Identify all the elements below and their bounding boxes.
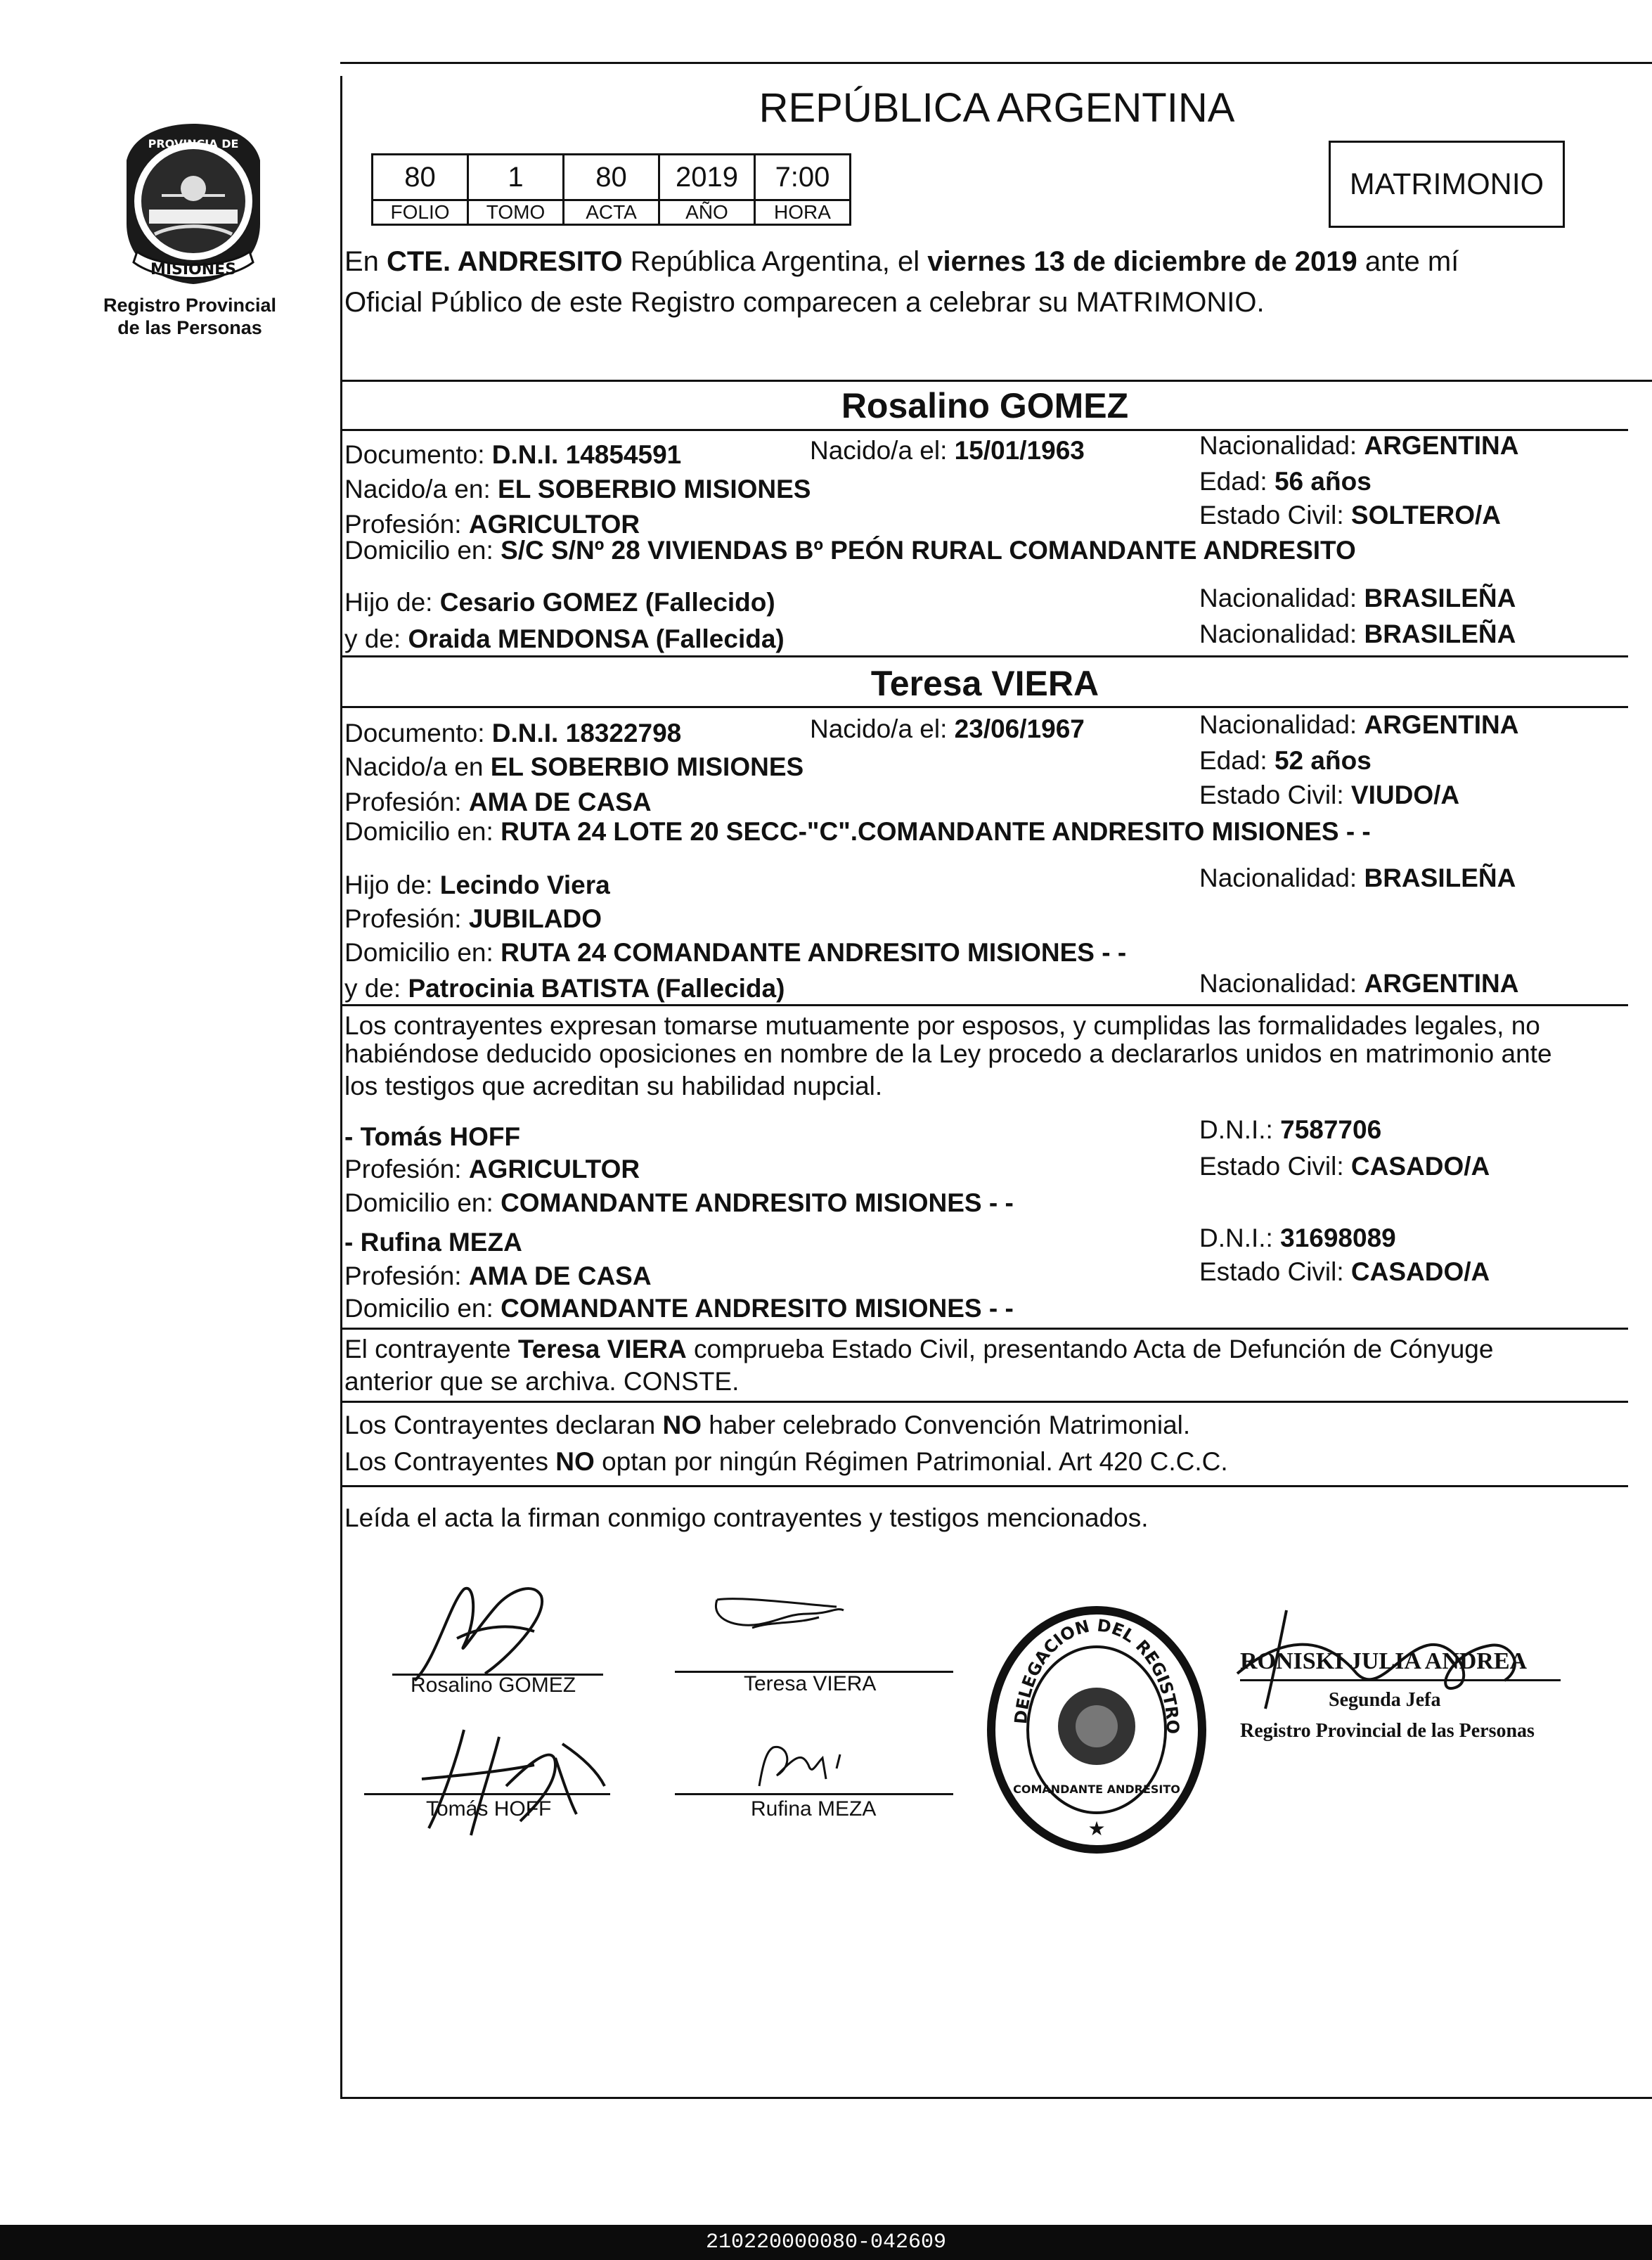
- divider: [342, 380, 1652, 382]
- document-code-bar: [0, 2225, 1652, 2260]
- groom-birthdate: Nacido/a el: 15/01/1963: [810, 436, 1085, 465]
- groom-signature-caption: Rosalino GOMEZ: [411, 1674, 576, 1697]
- groom-profession: Profesión: AGRICULTOR: [344, 510, 640, 539]
- logo-caption-line2: de las Personas: [117, 317, 262, 339]
- anio-label: AÑO: [659, 200, 755, 225]
- witness2-signature-caption: Rufina MEZA: [751, 1797, 877, 1821]
- witness1-name: - Tomás HOFF: [344, 1122, 521, 1151]
- bottom-border: [340, 2097, 1652, 2099]
- bride-address: Domicilio en: RUTA 24 LOTE 20 SECC-"C".COMANDANTE ANDRESITO MISIONES - -: [344, 817, 1371, 846]
- hora-label: HORA: [755, 200, 851, 225]
- groom-name: Rosalino GOMEZ: [841, 386, 1129, 425]
- hora-value: 7:00: [755, 155, 851, 200]
- bride-signature-caption: Teresa VIERA: [744, 1672, 877, 1695]
- bride-age: Edad: 52 años: [1199, 746, 1372, 775]
- province-logo: [112, 118, 274, 287]
- official-office: Registro Provincial de las Personas: [1240, 1720, 1535, 1742]
- official-seal: [984, 1603, 1209, 1856]
- document-code: 210220000080-042609: [705, 2230, 947, 2254]
- groom-mother-nationality: Nacionalidad: BRASILEÑA: [1199, 619, 1516, 648]
- acta-value: 80: [564, 155, 659, 200]
- note-civil-status: El contrayente Teresa VIERA comprueba Estado Civil, presentando Acta de Defunción de Cónyuge: [344, 1335, 1494, 1363]
- intro-line1: En CTE. ANDRESITO República Argentina, el viernes 13 de diciembre de 2019 ante mí: [344, 246, 1459, 277]
- bride-document: Documento: D.N.I. 18322798: [344, 719, 682, 747]
- intro-line2: Oficial Público de este Registro comparecen a celebrar su MATRIMONIO.: [344, 287, 1265, 318]
- bride-father-nationality: Nacionalidad: BRASILEÑA: [1199, 863, 1516, 892]
- bride-civil-status: Estado Civil: VIUDO/A: [1199, 781, 1460, 809]
- groom-father-nationality: Nacionalidad: BRASILEÑA: [1199, 584, 1516, 612]
- witness1-profession: Profesión: AGRICULTOR: [344, 1155, 640, 1183]
- folio-label: FOLIO: [373, 200, 468, 225]
- witness1-signature-caption: Tomás HOFF: [426, 1797, 552, 1821]
- divider: [342, 706, 1628, 708]
- logo-text-bottom: MISIONES: [150, 261, 237, 278]
- divider: [342, 1004, 1628, 1006]
- note-civil-status-line2: anterior que se archiva. CONSTE.: [344, 1367, 740, 1396]
- anio-value: 2019: [659, 155, 755, 200]
- groom-nationality: Nacionalidad: ARGENTINA: [1199, 431, 1519, 460]
- seal-inner-text: COMANDANTE ANDRESITO: [1013, 1783, 1180, 1796]
- witness1-civil-status: Estado Civil: CASADO/A: [1199, 1152, 1490, 1181]
- bride-birthplace: Nacido/a en EL SOBERBIO MISIONES: [344, 752, 804, 781]
- witness1-dni: D.N.I.: 7587706: [1199, 1115, 1382, 1144]
- note-regime: Los Contrayentes NO optan por ningún Régimen Patrimonial. Art 420 C.C.C.: [344, 1447, 1228, 1476]
- declaration-line1: Los contrayentes expresan tomarse mutuamente por esposos, y cumplidas las formalidades legales, no: [344, 1011, 1540, 1040]
- groom-address: Domicilio en: S/C S/Nº 28 VIVIENDAS Bº PEÓN RURAL COMANDANTE ANDRESITO: [344, 536, 1356, 565]
- bride-nationality: Nacionalidad: ARGENTINA: [1199, 710, 1519, 739]
- witness1-address: Domicilio en: COMANDANTE ANDRESITO MISIONES - -: [344, 1188, 1014, 1217]
- note-convention: Los Contrayentes declaran NO haber celebrado Convención Matrimonial.: [344, 1411, 1191, 1439]
- svg-text:★: ★: [1088, 1818, 1106, 1840]
- divider: [342, 1328, 1628, 1330]
- folio-value: 80: [373, 155, 468, 200]
- groom-father: Hijo de: Cesario GOMEZ (Fallecido): [344, 588, 775, 617]
- witness2-profession: Profesión: AMA DE CASA: [344, 1261, 652, 1290]
- witness2-signature-line: [675, 1793, 953, 1795]
- bride-signature: [696, 1586, 858, 1642]
- logo-caption: [77, 294, 302, 340]
- bride-name: Teresa VIERA: [870, 664, 1099, 703]
- top-border: [340, 62, 1652, 64]
- divider: [342, 1485, 1628, 1487]
- groom-civil-status: Estado Civil: SOLTERO/A: [1199, 501, 1502, 529]
- acta-label: ACTA: [564, 200, 659, 225]
- witness2-dni: D.N.I.: 31698089: [1199, 1224, 1396, 1252]
- witness2-civil-status: Estado Civil: CASADO/A: [1199, 1257, 1490, 1286]
- bride-mother-nationality: Nacionalidad: ARGENTINA: [1199, 969, 1519, 998]
- bride-profession: Profesión: AMA DE CASA: [344, 788, 652, 816]
- official-name: RONISKI JULIA ANDREA: [1240, 1648, 1528, 1674]
- bride-birthdate: Nacido/a el: 23/06/1967: [810, 714, 1085, 743]
- witness2-address: Domicilio en: COMANDANTE ANDRESITO MISIONES - -: [344, 1294, 1014, 1323]
- witness1-signature: [394, 1716, 619, 1842]
- bride-father-address: Domicilio en: RUTA 24 COMANDANTE ANDRESITO MISIONES - -: [344, 938, 1127, 967]
- declaration-line2: habiéndose deducido oposiciones en nombre de la Ley procedo a declararlos unidos en matrimonio ante: [344, 1039, 1552, 1068]
- official-name-underline: [1240, 1679, 1561, 1681]
- page-title: REPÚBLICA ARGENTINA: [759, 85, 1235, 131]
- bride-father: Hijo de: Lecindo Viera: [344, 871, 610, 899]
- seal-ring-text: DELEGACION DEL REGISTRO: [1010, 1615, 1183, 1735]
- groom-document: Documento: D.N.I. 14854591: [344, 440, 682, 469]
- tomo-value: 1: [468, 155, 564, 200]
- declaration-line3: los testigos que acreditan su habilidad nupcial.: [344, 1072, 883, 1100]
- divider: [342, 1401, 1628, 1403]
- groom-age: Edad: 56 años: [1199, 467, 1372, 496]
- reading-statement: Leída el acta la firman conmigo contrayentes y testigos mencionados.: [344, 1503, 1149, 1532]
- logo-caption-line1: Registro Provincial: [103, 295, 277, 316]
- logo-text-top: PROVINCIA DE: [148, 137, 239, 150]
- bride-father-profession: Profesión: JUBILADO: [344, 904, 602, 933]
- tomo-label: TOMO: [468, 200, 564, 225]
- record-type: MATRIMONIO: [1349, 167, 1544, 201]
- divider: [342, 655, 1628, 657]
- groom-mother: y de: Oraida MENDONSA (Fallecida): [344, 624, 785, 653]
- official-position: Segunda Jefa: [1329, 1689, 1441, 1711]
- witness2-name: - Rufina MEZA: [344, 1228, 522, 1257]
- witness2-signature: [745, 1737, 858, 1793]
- record-type-box: [1329, 141, 1565, 228]
- groom-birthplace: Nacido/a en: EL SOBERBIO MISIONES: [344, 475, 811, 503]
- record-info-grid: [371, 153, 851, 226]
- bride-mother: y de: Patrocinia BATISTA (Fallecida): [344, 974, 785, 1003]
